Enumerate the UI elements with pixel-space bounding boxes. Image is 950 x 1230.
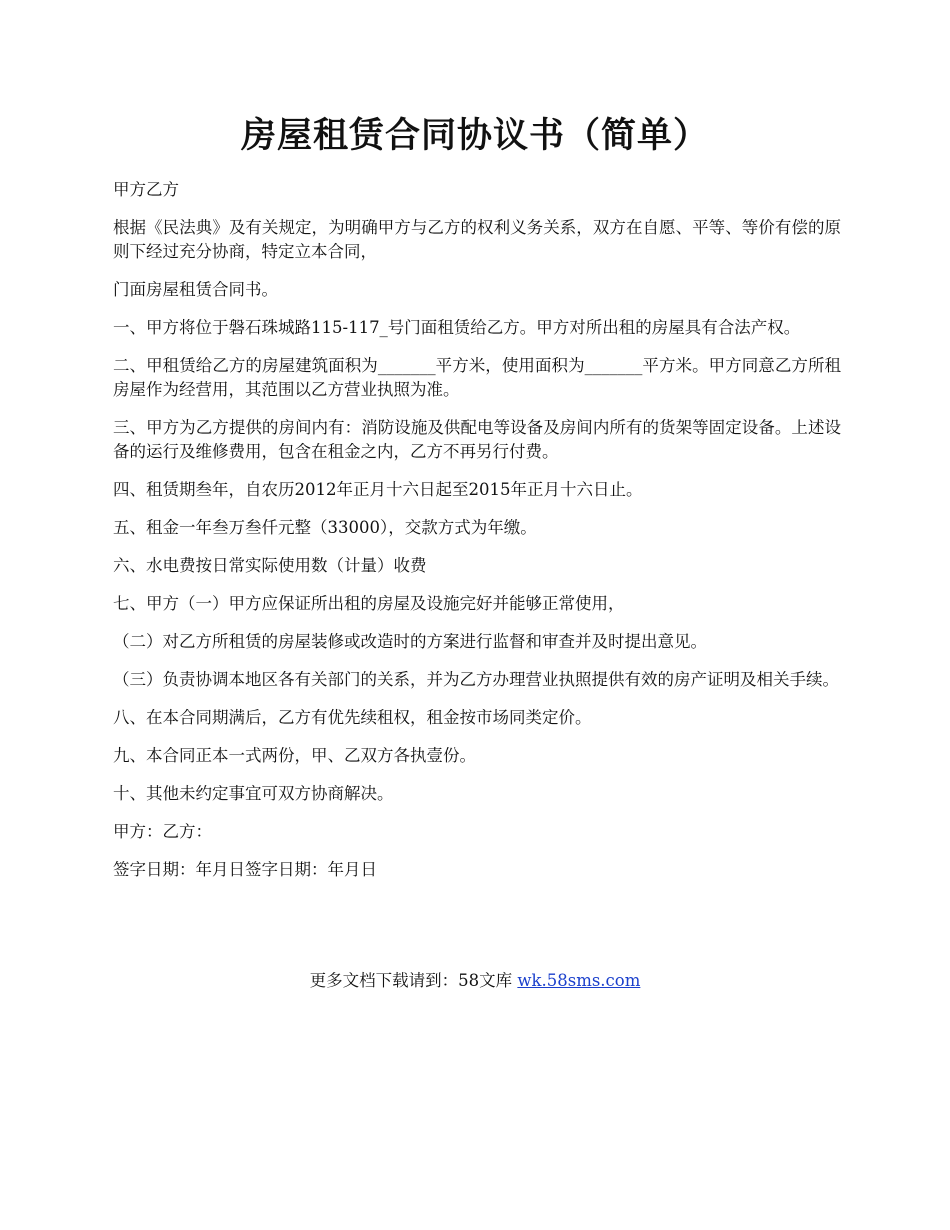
preamble-paragraph: 根据《民法典》及有关规定，为明确甲方与乙方的权利义务关系，双方在自愿、平等、等价有偿的原则下经过充分协商，特定立本合同， (113, 218, 841, 261)
document-title: 房屋租赁合同协议书（简单） (240, 115, 709, 156)
signature-dates: 签字日期：年月日签字日期：年月日 (113, 860, 377, 879)
clause-9: 九、本合同正本一式两份，甲、乙双方各执壹份。 (113, 746, 476, 765)
clause-1: 一、甲方将位于磐石珠城路115-117_号门面租赁给乙方。甲方对所出租的房屋具有合法产权。 (113, 318, 801, 337)
clause-10: 十、其他未约定事宜可双方协商解决。 (113, 784, 394, 803)
signature-parties: 甲方：乙方： (113, 822, 212, 841)
clause-4: 四、租赁期叁年，自农历2012年正月十六日起至2015年正月十六日止。 (113, 480, 643, 499)
clause-7-item-2: （二）对乙方所租赁的房屋装修或改造时的方案进行监督和审查并及时提出意见。 (113, 632, 707, 651)
clause-5: 五、租金一年叁万叁仟元整（33000），交款方式为年缴。 (113, 518, 537, 537)
clause-7: 七、甲方（一）甲方应保证所出租的房屋及设施完好并能够正常使用， (113, 594, 625, 613)
footer-link[interactable]: wk.58sms.com (517, 971, 641, 990)
clause-8: 八、在本合同期满后，乙方有优先续租权，租金按市场同类定价。 (113, 708, 592, 727)
download-footer (0, 969, 950, 993)
clause-3: 三、甲方为乙方提供的房间内有：消防设施及供配电等设备及房间内所有的货架等固定设备。上述设备的运行及维修费用，包含在租金之内，乙方不再另行付费。 (113, 418, 841, 461)
clause-2: 二、甲租赁给乙方的房屋建筑面积为_______平方米，使用面积为_______平方米。甲方同意乙方所租房屋作为经营用，其范围以乙方营业执照为准。 (113, 356, 841, 399)
document-body (113, 178, 841, 896)
clause-6: 六、水电费按日常实际使用数（计量）收费 (113, 556, 427, 575)
party-header: 甲方乙方 (113, 180, 179, 199)
contract-subtitle: 门面房屋租赁合同书。 (113, 280, 278, 299)
footer-prefix: 更多文档下载请到：58文库 (309, 971, 518, 990)
clause-7-item-3: （三）负责协调本地区各有关部门的关系，并为乙方办理营业执照提供有效的房产证明及相关手续。 (113, 670, 839, 689)
